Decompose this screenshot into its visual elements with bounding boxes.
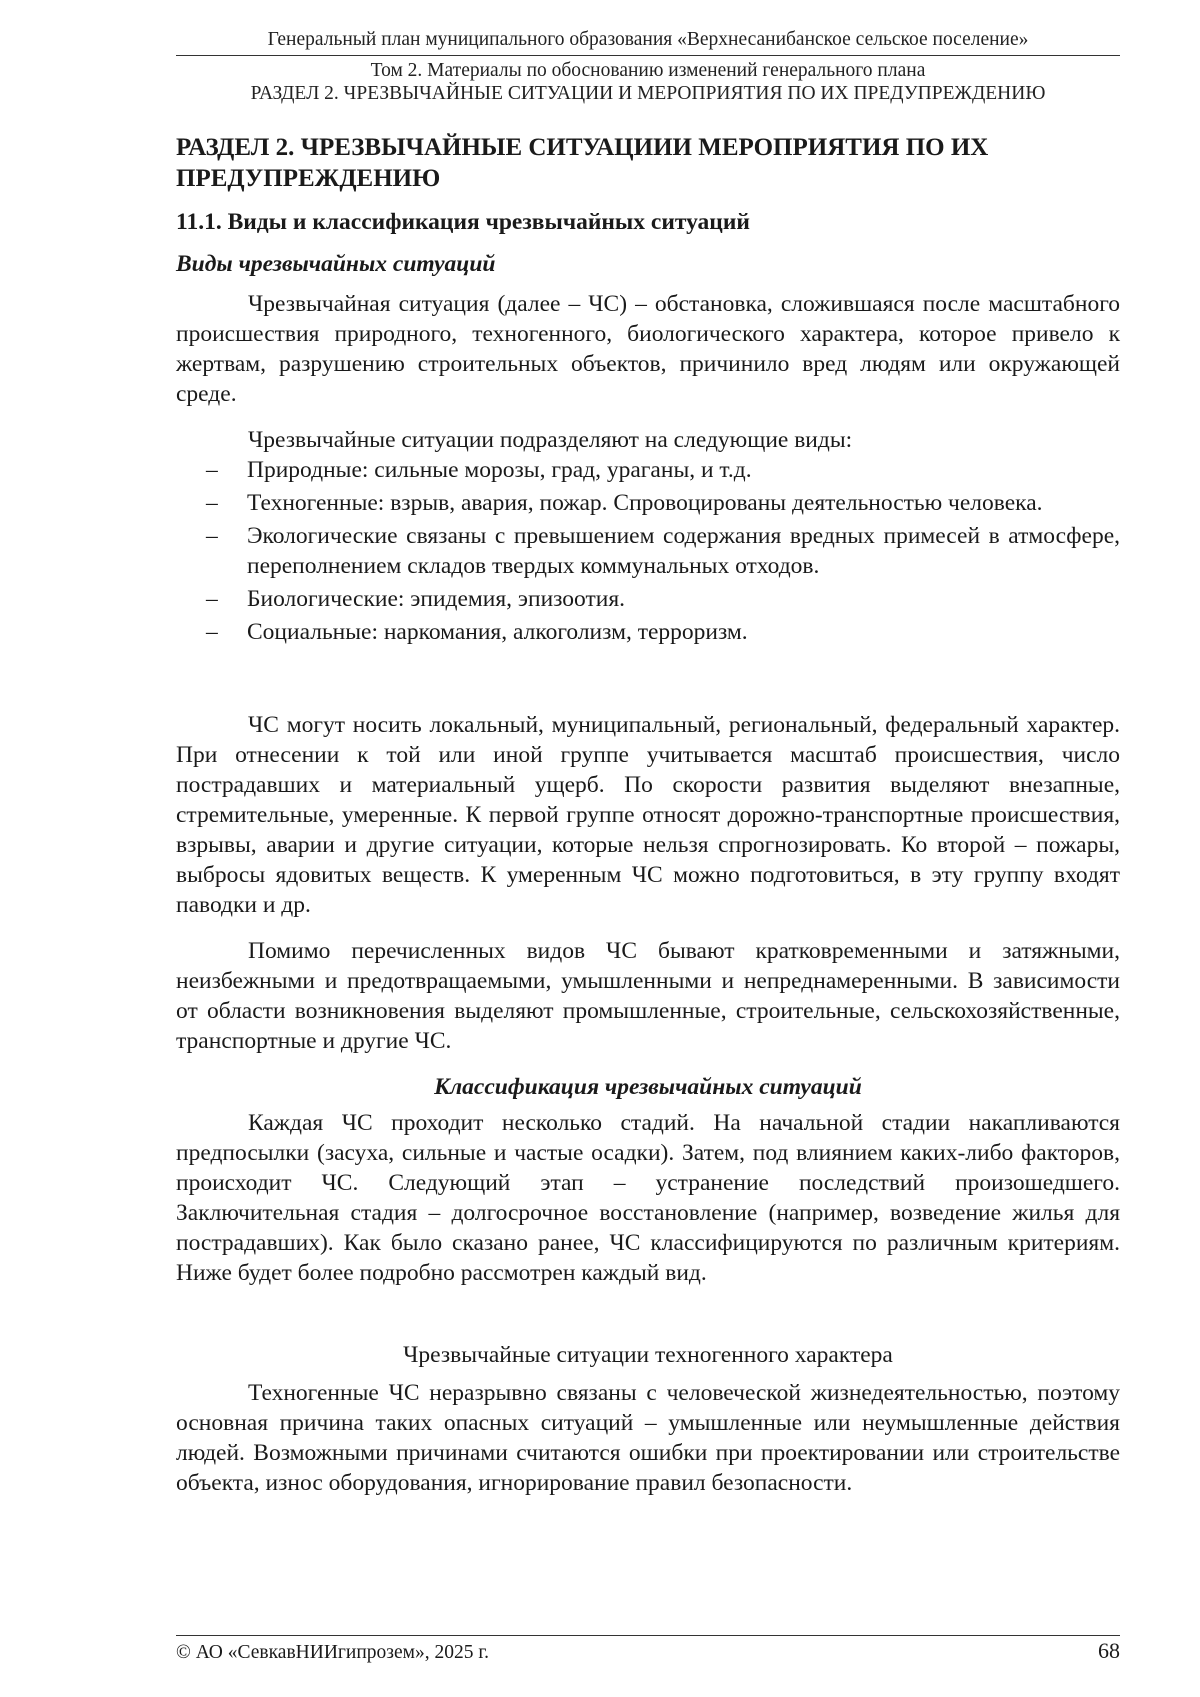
paragraph-technogenic: Техногенные ЧС неразрывно связаны с человеческой жизнедеятельностью, поэтому основная причина таких опасных ситуаций – умышленные или неумышленные действия людей. Возможными причинами считаются ошибки при проектировании или строительстве объекта, износ оборудования, игнорирование правил безопасности.: [176, 1380, 1120, 1496]
footer-copyright: © АО «СевкавНИИгипрозем», 2025 г.: [176, 1642, 490, 1663]
list-dash: –: [206, 457, 218, 483]
types-heading: Виды чрезвычайных ситуаций: [176, 251, 496, 277]
list-item-text: Техногенные: взрыв, авария, пожар. Спровоцированы деятельностью человека.: [247, 490, 1043, 516]
list-dash: –: [206, 490, 218, 516]
list-item-text: Природные: сильные морозы, град, ураганы, и т.д.: [247, 457, 752, 483]
footer-divider: [176, 1635, 1120, 1636]
paragraph-scale: ЧС могут носить локальный, муниципальный, региональный, федеральный характер. При отнесении к той или иной группе учитывается масштаб происшествия, число пострадавших и материальный ущерб. По скорости развития выделяют внезапные, стремительные, умеренные. К первой группе относят дорожно-транспортные происшествия, взрывы, аварии и другие ситуации, которые нельзя спрогнозировать. Ко второй – пожары, выбросы ядовитых веществ. К умеренным ЧС можно подготовиться, в эту группу входят паводки и др.: [176, 712, 1120, 918]
list-item-text: Биологические: эпидемия, эпизоотия.: [247, 586, 626, 612]
emergency-types-list: [176, 455, 1120, 650]
paragraph-types-intro: Чрезвычайные ситуации подразделяют на следующие виды:: [248, 427, 853, 453]
list-item: [176, 455, 1120, 485]
list-item-text: Социальные: наркомания, алкоголизм, терроризм.: [247, 619, 748, 645]
running-header-section: РАЗДЕЛ 2. ЧРЕЗВЫЧАЙНЫЕ СИТУАЦИИ И МЕРОПРИЯТИЯ ПО ИХ ПРЕДУПРЕЖДЕНИЮ: [250, 83, 1046, 104]
list-item-text: Экологические связаны с превышением содержания вредных примесей в атмосфере, переполнением складов твердых коммунальных отходов.: [247, 523, 1120, 579]
technogenic-heading: Чрезвычайные ситуации техногенного характера: [403, 1342, 893, 1368]
paragraph-stages: Каждая ЧС проходит несколько стадий. На начальной стадии накапливаются предпосылки (засуха, сильные и частые осадки). Затем, под влиянием каких-либо факторов, происходит ЧС. Следующий этап – устранение последствий произошедшего. Заключительная стадия – долгосрочное восстановление (например, возведение жилья для пострадавших). Как было сказано ранее, ЧС классифицируются по различным критериям. Ниже будет более подробно рассмотрен каждый вид.: [176, 1110, 1120, 1286]
list-item: [176, 488, 1120, 518]
section-title: РАЗДЕЛ 2. ЧРЕЗВЫЧАЙНЫЕ СИТУАЦИИИ МЕРОПРИЯТИЯ ПО ИХ ПРЕДУПРЕЖДЕНИЮ: [176, 134, 989, 192]
header-divider: [176, 55, 1120, 56]
list-item: [176, 584, 1120, 614]
page-number: 68: [1098, 1638, 1120, 1663]
running-header-volume: Том 2. Материалы по обоснованию изменений генерального плана: [370, 60, 926, 81]
list-item: [176, 521, 1120, 581]
classification-heading: Классификация чрезвычайных ситуаций: [434, 1074, 862, 1100]
list-dash: –: [206, 619, 218, 645]
running-header-title: Генеральный план муниципального образования «Верхнесанибанское сельское поселение»: [267, 29, 1029, 50]
paragraph-definition: Чрезвычайная ситуация (далее – ЧС) – обстановка, сложившаяся после масштабного происшествия природного, техногенного, биологического характера, которое привело к жертвам, разрушению строительных объектов, причинило вред людям или окружающей среде.: [176, 291, 1120, 407]
paragraph-duration: Помимо перечисленных видов ЧС бывают кратковременными и затяжными, неизбежными и предотвращаемыми, умышленными и непреднамеренными. В зависимости от области возникновения выделяют промышленные, строительные, сельскохозяйственные, транспортные и другие ЧС.: [176, 938, 1120, 1054]
subsection-title: 11.1. Виды и классификация чрезвычайных ситуаций: [176, 209, 750, 235]
list-dash: –: [206, 523, 218, 549]
list-item: [176, 617, 1120, 647]
list-dash: –: [206, 586, 218, 612]
